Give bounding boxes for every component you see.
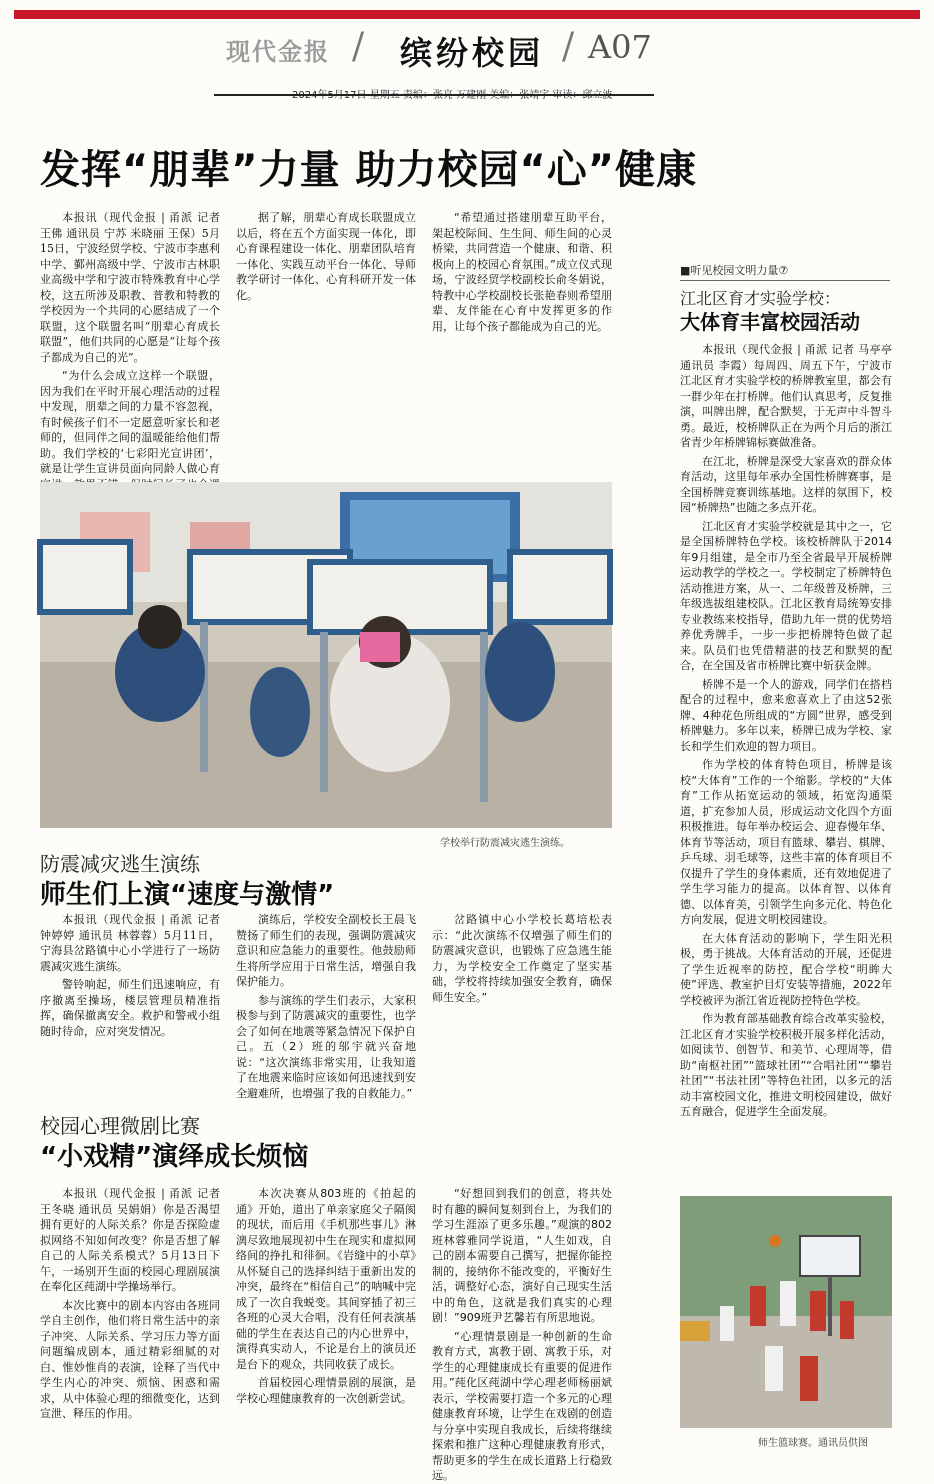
- story2-column-1: [40, 912, 220, 1092]
- story3-paragraph: 本报讯（现代金报 | 甬派 记者 王冬晓 通讯员 吴娟娟）你是否渴望拥有更好的人际关系？你是否探险虚拟网络不知如何改变？你是否想了解自己的人际关系模式？5月13日下午，一场别开生面的校园心理剧展演在奉化区莼湖中学操场举行。: [40, 1187, 220, 1293]
- photo1-caption: 学校举行防震减灾逃生演练。: [440, 838, 570, 849]
- story1-column-1: [40, 210, 220, 480]
- main-headline: 发挥“朋辈”力量 助力校园“心”健康: [40, 147, 698, 193]
- story3-kicker: 校园心理微剧比赛: [40, 1114, 200, 1138]
- story3-column-2: [236, 1186, 416, 1458]
- story4-paragraph: 本报讯（现代金报 | 甬派 记者 马亭亭 通讯员 李霞）每周四、周五下午，宁波市江北区育才实验学校的桥牌教室里，都会有一群少年在打桥牌。他们认真思考，反复推演，叫牌出牌，配合默契，于无声中斗智斗勇。最近，校桥牌队正在为两个月后的浙江省青少年桥牌锦标赛做准备。: [680, 343, 892, 449]
- story2-title: 师生们上演“速度与激情”: [40, 880, 335, 910]
- story1-paragraph: 据了解，朋辈心育成长联盟成立以后，将在五个方面实现一体化，即心育课程建设一体化、朋辈团队培育一体化、实践互动平台一体化、导师教学研讨一体化、心育科研开发一体化。: [236, 211, 416, 302]
- masthead-divider: /: [562, 26, 575, 67]
- story1-column-2: [236, 210, 416, 480]
- page-number: A07: [588, 28, 652, 66]
- story1-column-3: [432, 210, 612, 480]
- story3-paragraph: 本次比赛中的剧本内容由各班同学自主创作，他们将日常生活中的亲子冲突、人际关系、学习压力等方面问题编成剧本，通过精彩细腻的对白、惟妙惟肖的表演，诠释了当代中学生内心的冲突、烦恼、困惑和需求，从中体验心理的细微变化，达到宣泄、释压的作用。: [40, 1298, 220, 1420]
- story3-column-1: [40, 1186, 220, 1458]
- story4-paragraph: 在江北，桥牌是深受大家喜欢的群众体育活动，这里每年承办全国性桥牌赛事，是全国桥牌竞赛训练基地。这样的氛围下，校园“桥牌热”也随之多点开花。: [680, 454, 892, 514]
- story2-paragraph: 本报讯（现代金报 | 甬派 记者 钟婷婷 通讯员 林蓉蓉）5月11日，宁海县岔路镇中心小学进行了一场防震减灾逃生演练。: [40, 913, 220, 973]
- story2-column-2: [236, 912, 416, 1100]
- story4-paragraph: 作为教育部基础教育综合改革实验校，江北区育才实验学校积极开展多样化活动，如阅读节、创智节、和美节、心理周等，借助“南枢社团”“篮球社团”“合唱社团”“攀岩社团”“书法社团”等特色社团，以多元的活动丰富校园文化，推进文明校园建设，做好五育融合，促进学生全面发展。: [680, 1012, 892, 1118]
- story4-paragraph: 作为学校的体育特色项目，桥牌是该校“大体育”工作的一个缩影。学校的“大体育”工作从拓宽运动的领域，拓宽沟通渠道，扩充参加人员，形成运动文化四个方面积极推进。每年举办校运会、迎春慢年华、体育节等活动，项目有篮球、攀岩、棋牌、乒乓球、羽毛球等，这些丰富的体育项目不仅提升了学生的身体素质，还有效地促进了学生学习能力的提高。以体育智、以体育德、以体育美，引领学生向多元化、特色化方向发展，促进文明校园建设。: [680, 758, 892, 926]
- story2-paragraph: 警铃响起，师生们迅速响应，有序撤离至操场，楼层管理员精准指挥，确保撤离安全。救护和警戒小组随时待命，应对突发情况。: [40, 978, 220, 1038]
- photo2-caption: 师生篮球赛。通讯员供图: [758, 1438, 868, 1449]
- masthead: [0, 22, 934, 80]
- story4-kicker: 江北区育才实验学校：: [680, 289, 841, 308]
- story1-paragraph: “为什么会成立这样一个联盟，因为我们在平时开展心理活动的过程中发现，朋辈之间的力量不容忽视，有时候孩子们不一定愿意听家长和老师的，但同伴之间的温暖能给他们帮助。我们学校的‘七彩阳光宣讲团’，就是让学生宣讲员面向同龄人做心育: [40, 369, 220, 475]
- top-color-bar: [14, 10, 920, 19]
- story4-column: [680, 342, 892, 1172]
- paper-name: 现代金报: [226, 37, 330, 66]
- story3-title: “小戏精”演绎成长烦恼: [40, 1142, 309, 1172]
- story2-column-3: [432, 912, 612, 1092]
- story2-paragraph: 参与演练的学生们表示，大家积极参与到了防震减灾的重要性，也学会了如何在地震等紧急情况下保护自己。五（2）班的邬宇就兴奋地说：“这次演练非常实用，让我知道了在地震来临时应该如何迅速找到安全避难所，也增强了我的自救能力。”: [236, 993, 416, 1100]
- masthead-divider: /: [352, 26, 365, 67]
- story2-paragraph: 演练后，学校安全副校长王晨飞赞扬了师生们的表现，强调防震减灾意识和应急能力的重要性。他鼓励师生将所学应用于日常生活，增强自我保护能力。: [236, 913, 416, 988]
- story3-column-3: [432, 1186, 612, 1482]
- section-name: 缤纷校园: [400, 34, 545, 72]
- story1-paragraph: 本报讯（现代金报 | 甬派 记者 王佛 通讯员 宁苏 米晓丽 王保）5月15日，宁波经贸学校、宁波市李惠利中学、鄞州高级中学、宁波市古林职业高级中学和宁波市特殊教育中心学校，这五所涉及职教、普教和特教的学校因为一个共同的心愿结成了一个联盟，这个联盟名叫“朋辈心育成长联盟”，他们共同的心愿是“让每个孩子都成为自己的光”。: [40, 211, 220, 364]
- story4-paragraph: 桥牌不是一个人的游戏，同学们在搭档配合的过程中，愈来愈喜欢上了由这52张牌、4种花色所组成的“方圆”世界，感受到桥牌魅力。多年以来，桥牌已成为学校、家长和学生们欢迎的智力项目。: [680, 677, 892, 753]
- story4-title: 大体育丰富校园活动: [680, 310, 860, 334]
- story3-paragraph: “好想回到我们的创意，将共处时有趣的瞬间复刻到台上，为我们的学习生涯添了更多乐趣。”观演的802班林蓉雅同学说道，“人生如戏，自己的剧本需要自己撰写，把握你能控制的，接纳你不能改变的，平衡好生活，调整好心态，演好自己现实生活中的角色，这就是我们真实的心理剧！”909班尹艺馨若有所思地说。: [432, 1187, 612, 1324]
- series-rule: [680, 280, 890, 281]
- story4-paragraph: 江北区育才实验学校就是其中之一，它是全国桥牌特色学校。该校桥牌队于2014年9月组建，是全市乃至全省最早开展桥牌运动教学的学校之一。学校制定了桥牌特色活动推进方案，从一、二年级普及桥牌，三年级选拔组建校队。江北区教育局统筹安排专业教练来校指导，借助九年一贯的优势培养优秀牌手，一步一步把桥牌特色做了起来。队员们也凭借精湛的技艺和默契的配合，在全国及省市桥牌比赛中斩获金牌。: [680, 519, 892, 672]
- story3-paragraph: 本次决赛从803班的《拍起的通》开始，道出了单亲家庭父子隔阂的现状，而后用《手机那些事儿》淋漓尽致地展现初中生在现实和虚拟网络间的挣扎和徘徊。《岩缝中的小草》从怀疑自己的选择纠结于重新出发的冲突，最终在“相信自己”的呐喊中完成了一次自我蜕变。其间穿插了初三各班的心灵大合唱，没有任何表演基础的学生在表达自己的内心世界中，演得真实动人，不论是台上的演员还是台下的观众，共同收获了成长。: [236, 1187, 416, 1371]
- story2-kicker: 防震减灾逃生演练: [40, 852, 200, 876]
- earthquake-drill-photo: [40, 482, 612, 828]
- basketball-photo: [680, 1196, 892, 1428]
- story4-paragraph: 在大体育活动的影响下，学生阳光积极，勇于挑战。大体育活动的开展，还促进了学生近视率的防控，配合学校“明眸大使”评选、教室护目灯安装等措施，2022年学校被评为浙江省近视防控特色学校。: [680, 931, 892, 1007]
- story2-paragraph: 岔路镇中心小学校长葛培松表示：“此次演练不仅增强了师生们的防震减灾意识，也锻炼了应急逃生能力，为学校安全工作奠定了坚实基础，学校将持续加强安全教育，确保师生安全。”: [432, 913, 612, 1004]
- story3-paragraph: 首届校园心理情景剧的展演，是学校心理健康教育的一次创新尝试。: [236, 1376, 416, 1405]
- story3-paragraph: “心理情景剧是一种创新的生命教育方式，寓教于剧、寓教于乐，对学生的心理健康成长有重要的促进作用。”莼化区莼湖中学心理老师杨丽斌表示，学校需要打造一个多元的心理健康教育环境，让学生在戏剧的创造与分享中实现自我成长，后续将继续探索和推广这种心理健康教育形式，帮助更多的学生在成长道路上行稳致远。: [432, 1329, 612, 1482]
- series-label: ■听见校园文明力量⑦: [680, 264, 789, 277]
- dateline: 2024年5月17日 星期五 责编：张亮 万建刚 美编：张靖宇 审读：邱立波: [292, 90, 613, 101]
- story1-paragraph: “希望通过搭建朋辈互助平台，架起校际间、生生间、师生间的心灵桥梁，共同营造一个健康、和谐、积极向上的校园心育氛围。”成立仪式现场，宁波经贸学校副校长俞冬娟说，特教中心学校副校长张艳春则希望朋辈、友伴能在心育中发挥更多的作用，让每个孩子都能成为自己的光。: [432, 211, 612, 333]
